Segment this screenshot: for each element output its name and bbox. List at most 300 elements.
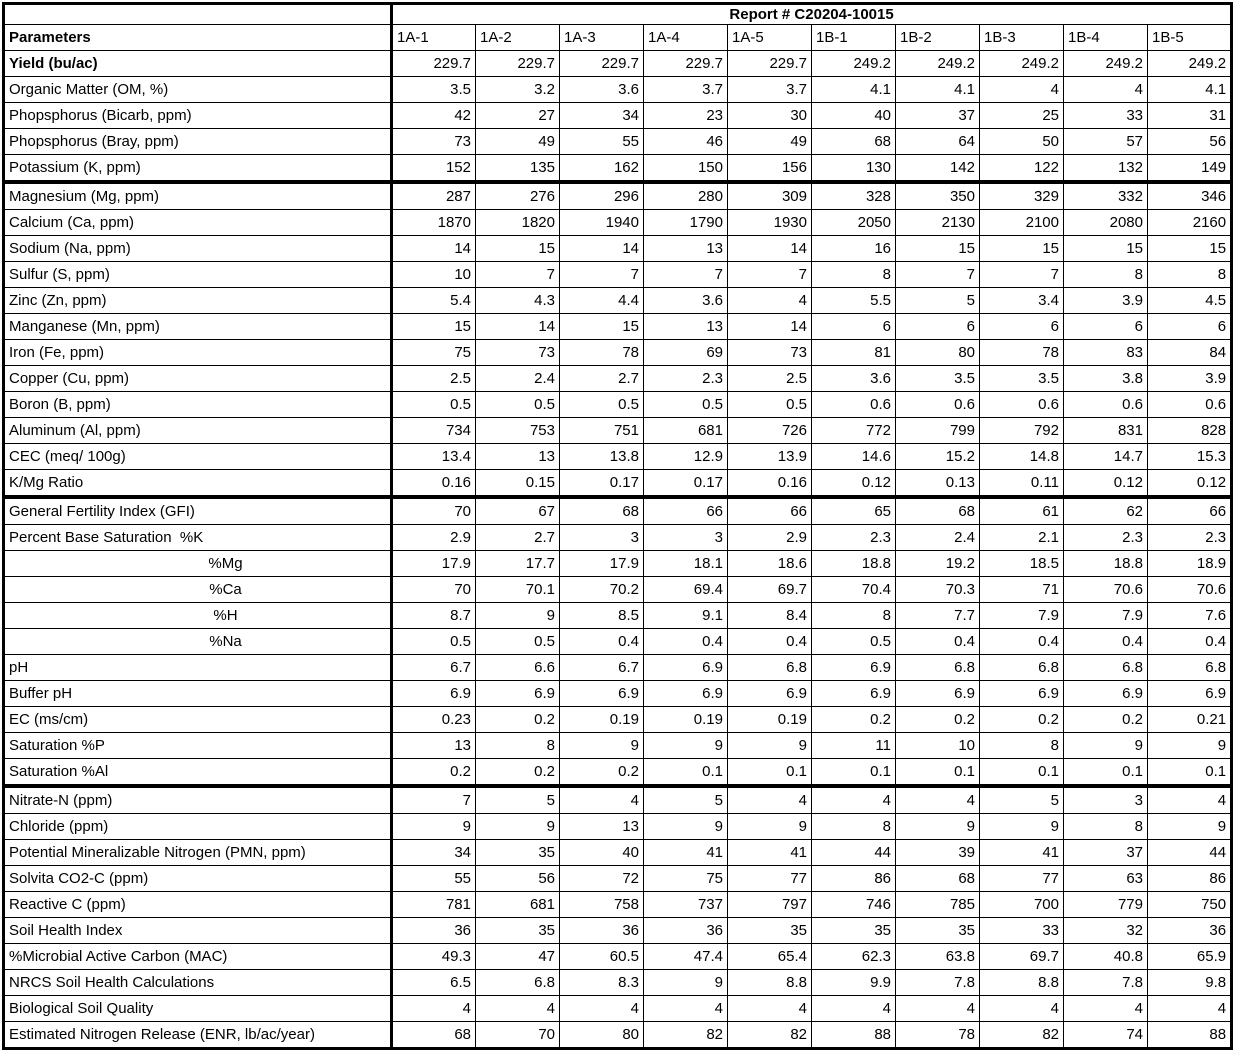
table-row xyxy=(4,340,1232,366)
cell-value: 8.3 xyxy=(560,970,644,996)
parameter-label: %Ca xyxy=(4,577,392,603)
cell-value: 66 xyxy=(728,497,812,525)
table-row xyxy=(4,866,1232,892)
table-row xyxy=(4,470,1232,498)
cell-value: 15 xyxy=(560,314,644,340)
cell-value: 9 xyxy=(476,814,560,840)
cell-value: 9 xyxy=(644,970,728,996)
cell-value: 0.5 xyxy=(476,629,560,655)
cell-value: 1820 xyxy=(476,210,560,236)
cell-value: 150 xyxy=(644,155,728,183)
cell-value: 18.8 xyxy=(1064,551,1148,577)
cell-value: 64 xyxy=(896,129,980,155)
cell-value: 726 xyxy=(728,418,812,444)
cell-value: 3.2 xyxy=(476,77,560,103)
cell-value: 4 xyxy=(1064,996,1148,1022)
cell-value: 14 xyxy=(560,236,644,262)
cell-value: 0.19 xyxy=(560,707,644,733)
cell-value: 15 xyxy=(392,314,476,340)
parameter-label: Biological Soil Quality xyxy=(4,996,392,1022)
cell-value: 9 xyxy=(1148,733,1232,759)
cell-value: 287 xyxy=(392,182,476,210)
cell-value: 3 xyxy=(560,525,644,551)
table-row xyxy=(4,681,1232,707)
cell-value: 57 xyxy=(1064,129,1148,155)
cell-value: 6.9 xyxy=(476,681,560,707)
cell-value: 8.4 xyxy=(728,603,812,629)
cell-value: 0.16 xyxy=(392,470,476,498)
cell-value: 4.5 xyxy=(1148,288,1232,314)
cell-value: 34 xyxy=(560,103,644,129)
cell-value: 799 xyxy=(896,418,980,444)
cell-value: 67 xyxy=(476,497,560,525)
cell-value: 700 xyxy=(980,892,1064,918)
table-row xyxy=(4,418,1232,444)
cell-value: 44 xyxy=(1148,840,1232,866)
cell-value: 1940 xyxy=(560,210,644,236)
cell-value: 3.5 xyxy=(392,77,476,103)
cell-value: 65 xyxy=(812,497,896,525)
table-row xyxy=(4,603,1232,629)
cell-value: 18.9 xyxy=(1148,551,1232,577)
cell-value: 14.8 xyxy=(980,444,1064,470)
report-header-row xyxy=(4,4,1232,25)
cell-value: 13 xyxy=(476,444,560,470)
cell-value: 55 xyxy=(560,129,644,155)
cell-value: 15 xyxy=(896,236,980,262)
cell-value: 49 xyxy=(728,129,812,155)
table-row xyxy=(4,1022,1232,1049)
cell-value: 40 xyxy=(812,103,896,129)
cell-value: 3.7 xyxy=(728,77,812,103)
table-row xyxy=(4,262,1232,288)
cell-value: 56 xyxy=(476,866,560,892)
cell-value: 3 xyxy=(1064,786,1148,814)
cell-value: 15 xyxy=(1148,236,1232,262)
cell-value: 84 xyxy=(1148,340,1232,366)
table-row xyxy=(4,182,1232,210)
cell-value: 828 xyxy=(1148,418,1232,444)
cell-value: 15 xyxy=(476,236,560,262)
column-header-row xyxy=(4,25,1232,51)
cell-value: 18.1 xyxy=(644,551,728,577)
cell-value: 156 xyxy=(728,155,812,183)
cell-value: 37 xyxy=(896,103,980,129)
cell-value: 0.4 xyxy=(1148,629,1232,655)
cell-value: 0.2 xyxy=(812,707,896,733)
parameter-label: Solvita CO2-C (ppm) xyxy=(4,866,392,892)
column-header-1A-5: 1A-5 xyxy=(728,25,812,51)
cell-value: 6.7 xyxy=(392,655,476,681)
cell-value: 82 xyxy=(980,1022,1064,1049)
parameter-label: pH xyxy=(4,655,392,681)
cell-value: 0.2 xyxy=(1064,707,1148,733)
cell-value: 6.9 xyxy=(1064,681,1148,707)
cell-value: 9 xyxy=(896,814,980,840)
cell-value: 6.9 xyxy=(812,655,896,681)
column-header-1B-3: 1B-3 xyxy=(980,25,1064,51)
cell-value: 162 xyxy=(560,155,644,183)
cell-value: 49 xyxy=(476,129,560,155)
cell-value: 2.5 xyxy=(392,366,476,392)
cell-value: 73 xyxy=(728,340,812,366)
cell-value: 0.5 xyxy=(560,392,644,418)
parameter-label: Saturation %P xyxy=(4,733,392,759)
cell-value: 772 xyxy=(812,418,896,444)
parameter-label: Organic Matter (OM, %) xyxy=(4,77,392,103)
cell-value: 69.4 xyxy=(644,577,728,603)
cell-value: 66 xyxy=(1148,497,1232,525)
cell-value: 4 xyxy=(560,786,644,814)
table-row xyxy=(4,918,1232,944)
cell-value: 249.2 xyxy=(896,51,980,77)
cell-value: 6 xyxy=(1148,314,1232,340)
cell-value: 0.15 xyxy=(476,470,560,498)
cell-value: 11 xyxy=(812,733,896,759)
table-row xyxy=(4,129,1232,155)
cell-value: 0.6 xyxy=(1148,392,1232,418)
table-row xyxy=(4,892,1232,918)
cell-value: 3.6 xyxy=(644,288,728,314)
cell-value: 132 xyxy=(1064,155,1148,183)
cell-value: 41 xyxy=(980,840,1064,866)
cell-value: 0.13 xyxy=(896,470,980,498)
cell-value: 350 xyxy=(896,182,980,210)
cell-value: 309 xyxy=(728,182,812,210)
cell-value: 61 xyxy=(980,497,1064,525)
cell-value: 0.2 xyxy=(896,707,980,733)
cell-value: 31 xyxy=(1148,103,1232,129)
cell-value: 5 xyxy=(980,786,1064,814)
table-row xyxy=(4,759,1232,787)
cell-value: 68 xyxy=(392,1022,476,1049)
cell-value: 2.3 xyxy=(644,366,728,392)
parameter-label: Sulfur (S, ppm) xyxy=(4,262,392,288)
parameter-label: Magnesium (Mg, ppm) xyxy=(4,182,392,210)
table-row xyxy=(4,733,1232,759)
column-header-1B-4: 1B-4 xyxy=(1064,25,1148,51)
cell-value: 753 xyxy=(476,418,560,444)
parameter-label: NRCS Soil Health Calculations xyxy=(4,970,392,996)
table-row xyxy=(4,525,1232,551)
cell-value: 6.9 xyxy=(812,681,896,707)
cell-value: 9 xyxy=(1148,814,1232,840)
cell-value: 10 xyxy=(896,733,980,759)
cell-value: 0.2 xyxy=(392,759,476,787)
column-header-1A-1: 1A-1 xyxy=(392,25,476,51)
cell-value: 6.9 xyxy=(392,681,476,707)
column-header-1A-2: 1A-2 xyxy=(476,25,560,51)
parameter-label: Saturation %Al xyxy=(4,759,392,787)
cell-value: 6 xyxy=(980,314,1064,340)
cell-value: 831 xyxy=(1064,418,1148,444)
cell-value: 3.8 xyxy=(1064,366,1148,392)
cell-value: 77 xyxy=(980,866,1064,892)
cell-value: 2.3 xyxy=(1148,525,1232,551)
parameter-label: CEC (meq/ 100g) xyxy=(4,444,392,470)
table-row xyxy=(4,944,1232,970)
cell-value: 5 xyxy=(644,786,728,814)
cell-value: 7 xyxy=(896,262,980,288)
cell-value: 4 xyxy=(1148,786,1232,814)
soil-report-table xyxy=(2,2,1233,1050)
table-row xyxy=(4,155,1232,183)
parameter-label: Calcium (Ca, ppm) xyxy=(4,210,392,236)
cell-value: 6.9 xyxy=(896,681,980,707)
cell-value: 5.5 xyxy=(812,288,896,314)
parameter-label: Buffer pH xyxy=(4,681,392,707)
cell-value: 0.6 xyxy=(980,392,1064,418)
cell-value: 7 xyxy=(728,262,812,288)
cell-value: 47.4 xyxy=(644,944,728,970)
cell-value: 88 xyxy=(1148,1022,1232,1049)
cell-value: 2.7 xyxy=(476,525,560,551)
table-row xyxy=(4,210,1232,236)
table-row xyxy=(4,629,1232,655)
cell-value: 0.11 xyxy=(980,470,1064,498)
cell-value: 0.12 xyxy=(1064,470,1148,498)
cell-value: 9 xyxy=(1064,733,1148,759)
cell-value: 2.9 xyxy=(392,525,476,551)
cell-value: 6.9 xyxy=(1148,681,1232,707)
cell-value: 3.9 xyxy=(1064,288,1148,314)
cell-value: 149 xyxy=(1148,155,1232,183)
cell-value: 41 xyxy=(644,840,728,866)
cell-value: 13 xyxy=(560,814,644,840)
cell-value: 1790 xyxy=(644,210,728,236)
cell-value: 130 xyxy=(812,155,896,183)
cell-value: 9 xyxy=(644,814,728,840)
cell-value: 70.1 xyxy=(476,577,560,603)
cell-value: 8 xyxy=(1148,262,1232,288)
cell-value: 14.6 xyxy=(812,444,896,470)
cell-value: 9.9 xyxy=(812,970,896,996)
cell-value: 9.8 xyxy=(1148,970,1232,996)
table-row xyxy=(4,392,1232,418)
cell-value: 249.2 xyxy=(1064,51,1148,77)
cell-value: 8 xyxy=(980,733,1064,759)
cell-value: 18.5 xyxy=(980,551,1064,577)
cell-value: 42 xyxy=(392,103,476,129)
parameter-label: Manganese (Mn, ppm) xyxy=(4,314,392,340)
cell-value: 75 xyxy=(644,866,728,892)
cell-value: 4.1 xyxy=(896,77,980,103)
cell-value: 229.7 xyxy=(644,51,728,77)
cell-value: 8 xyxy=(1064,814,1148,840)
cell-value: 49.3 xyxy=(392,944,476,970)
cell-value: 2.5 xyxy=(728,366,812,392)
cell-value: 83 xyxy=(1064,340,1148,366)
cell-value: 3.5 xyxy=(980,366,1064,392)
cell-value: 9.1 xyxy=(644,603,728,629)
cell-value: 2.1 xyxy=(980,525,1064,551)
cell-value: 6.7 xyxy=(560,655,644,681)
cell-value: 46 xyxy=(644,129,728,155)
cell-value: 14.7 xyxy=(1064,444,1148,470)
cell-value: 18.8 xyxy=(812,551,896,577)
cell-value: 7 xyxy=(392,786,476,814)
parameter-label: Boron (B, ppm) xyxy=(4,392,392,418)
cell-value: 8 xyxy=(812,603,896,629)
parameter-label: Potassium (K, ppm) xyxy=(4,155,392,183)
cell-value: 6 xyxy=(1064,314,1148,340)
table-row xyxy=(4,814,1232,840)
cell-value: 751 xyxy=(560,418,644,444)
cell-value: 0.1 xyxy=(896,759,980,787)
cell-value: 797 xyxy=(728,892,812,918)
cell-value: 17.7 xyxy=(476,551,560,577)
cell-value: 6.9 xyxy=(728,681,812,707)
cell-value: 15 xyxy=(980,236,1064,262)
cell-value: 3 xyxy=(644,525,728,551)
cell-value: 6.8 xyxy=(728,655,812,681)
cell-value: 9 xyxy=(728,733,812,759)
cell-value: 8 xyxy=(812,814,896,840)
cell-value: 0.16 xyxy=(728,470,812,498)
cell-value: 68 xyxy=(896,497,980,525)
cell-value: 3.9 xyxy=(1148,366,1232,392)
cell-value: 0.1 xyxy=(812,759,896,787)
cell-value: 0.1 xyxy=(728,759,812,787)
cell-value: 56 xyxy=(1148,129,1232,155)
cell-value: 15.2 xyxy=(896,444,980,470)
cell-value: 35 xyxy=(728,918,812,944)
cell-value: 0.4 xyxy=(896,629,980,655)
cell-value: 33 xyxy=(980,918,1064,944)
cell-value: 2.9 xyxy=(728,525,812,551)
cell-value: 14 xyxy=(392,236,476,262)
cell-value: 0.2 xyxy=(560,759,644,787)
cell-value: 70.2 xyxy=(560,577,644,603)
parameter-label: Phopsphorus (Bicarb, ppm) xyxy=(4,103,392,129)
cell-value: 681 xyxy=(476,892,560,918)
cell-value: 25 xyxy=(980,103,1064,129)
cell-value: 781 xyxy=(392,892,476,918)
cell-value: 135 xyxy=(476,155,560,183)
cell-value: 4 xyxy=(560,996,644,1022)
parameter-label: %Microbial Active Carbon (MAC) xyxy=(4,944,392,970)
cell-value: 8 xyxy=(812,262,896,288)
cell-value: 0.4 xyxy=(560,629,644,655)
cell-value: 0.19 xyxy=(644,707,728,733)
cell-value: 229.7 xyxy=(476,51,560,77)
cell-value: 60.5 xyxy=(560,944,644,970)
cell-value: 81 xyxy=(812,340,896,366)
cell-value: 86 xyxy=(812,866,896,892)
cell-value: 758 xyxy=(560,892,644,918)
cell-value: 82 xyxy=(644,1022,728,1049)
cell-value: 328 xyxy=(812,182,896,210)
cell-value: 249.2 xyxy=(812,51,896,77)
cell-value: 13 xyxy=(644,314,728,340)
table-row xyxy=(4,577,1232,603)
cell-value: 70.4 xyxy=(812,577,896,603)
cell-value: 3.5 xyxy=(896,366,980,392)
cell-value: 14 xyxy=(476,314,560,340)
cell-value: 2050 xyxy=(812,210,896,236)
cell-value: 65.4 xyxy=(728,944,812,970)
cell-value: 62 xyxy=(1064,497,1148,525)
cell-value: 66 xyxy=(644,497,728,525)
parameter-label: Potential Mineralizable Nitrogen (PMN, ppm) xyxy=(4,840,392,866)
cell-value: 6.9 xyxy=(644,681,728,707)
column-header-1A-4: 1A-4 xyxy=(644,25,728,51)
cell-value: 35 xyxy=(812,918,896,944)
cell-value: 2100 xyxy=(980,210,1064,236)
cell-value: 5 xyxy=(476,786,560,814)
cell-value: 7 xyxy=(476,262,560,288)
cell-value: 69 xyxy=(644,340,728,366)
cell-value: 0.5 xyxy=(392,392,476,418)
cell-value: 10 xyxy=(392,262,476,288)
cell-value: 6.9 xyxy=(644,655,728,681)
cell-value: 88 xyxy=(812,1022,896,1049)
cell-value: 737 xyxy=(644,892,728,918)
cell-value: 2130 xyxy=(896,210,980,236)
cell-value: 4 xyxy=(812,996,896,1022)
cell-value: 69.7 xyxy=(728,577,812,603)
table-row xyxy=(4,551,1232,577)
parameter-label: %Na xyxy=(4,629,392,655)
cell-value: 9 xyxy=(560,733,644,759)
cell-value: 78 xyxy=(980,340,1064,366)
cell-value: 23 xyxy=(644,103,728,129)
cell-value: 0.2 xyxy=(476,759,560,787)
cell-value: 792 xyxy=(980,418,1064,444)
parameter-label: Sodium (Na, ppm) xyxy=(4,236,392,262)
cell-value: 329 xyxy=(980,182,1064,210)
cell-value: 4 xyxy=(476,996,560,1022)
cell-value: 65.9 xyxy=(1148,944,1232,970)
cell-value: 7 xyxy=(980,262,1064,288)
cell-value: 78 xyxy=(896,1022,980,1049)
report-title: Report # C20204-10015 xyxy=(392,4,1232,25)
cell-value: 0.21 xyxy=(1148,707,1232,733)
cell-value: 276 xyxy=(476,182,560,210)
cell-value: 6.5 xyxy=(392,970,476,996)
cell-value: 80 xyxy=(560,1022,644,1049)
cell-value: 785 xyxy=(896,892,980,918)
cell-value: 4 xyxy=(728,786,812,814)
cell-value: 63.8 xyxy=(896,944,980,970)
cell-value: 69.7 xyxy=(980,944,1064,970)
cell-value: 6.8 xyxy=(896,655,980,681)
cell-value: 86 xyxy=(1148,866,1232,892)
cell-value: 15 xyxy=(1064,236,1148,262)
cell-value: 40 xyxy=(560,840,644,866)
cell-value: 40.8 xyxy=(1064,944,1148,970)
cell-value: 70 xyxy=(476,1022,560,1049)
column-header-1A-3: 1A-3 xyxy=(560,25,644,51)
parameter-label: Soil Health Index xyxy=(4,918,392,944)
cell-value: 9 xyxy=(644,733,728,759)
cell-value: 80 xyxy=(896,340,980,366)
cell-value: 4 xyxy=(644,996,728,1022)
cell-value: 280 xyxy=(644,182,728,210)
cell-value: 0.12 xyxy=(1148,470,1232,498)
cell-value: 6 xyxy=(896,314,980,340)
cell-value: 4.3 xyxy=(476,288,560,314)
cell-value: 7.9 xyxy=(980,603,1064,629)
cell-value: 4 xyxy=(896,996,980,1022)
cell-value: 36 xyxy=(560,918,644,944)
cell-value: 7 xyxy=(644,262,728,288)
parameter-label: Zinc (Zn, ppm) xyxy=(4,288,392,314)
cell-value: 77 xyxy=(728,866,812,892)
cell-value: 779 xyxy=(1064,892,1148,918)
cell-value: 4 xyxy=(980,996,1064,1022)
cell-value: 13.9 xyxy=(728,444,812,470)
